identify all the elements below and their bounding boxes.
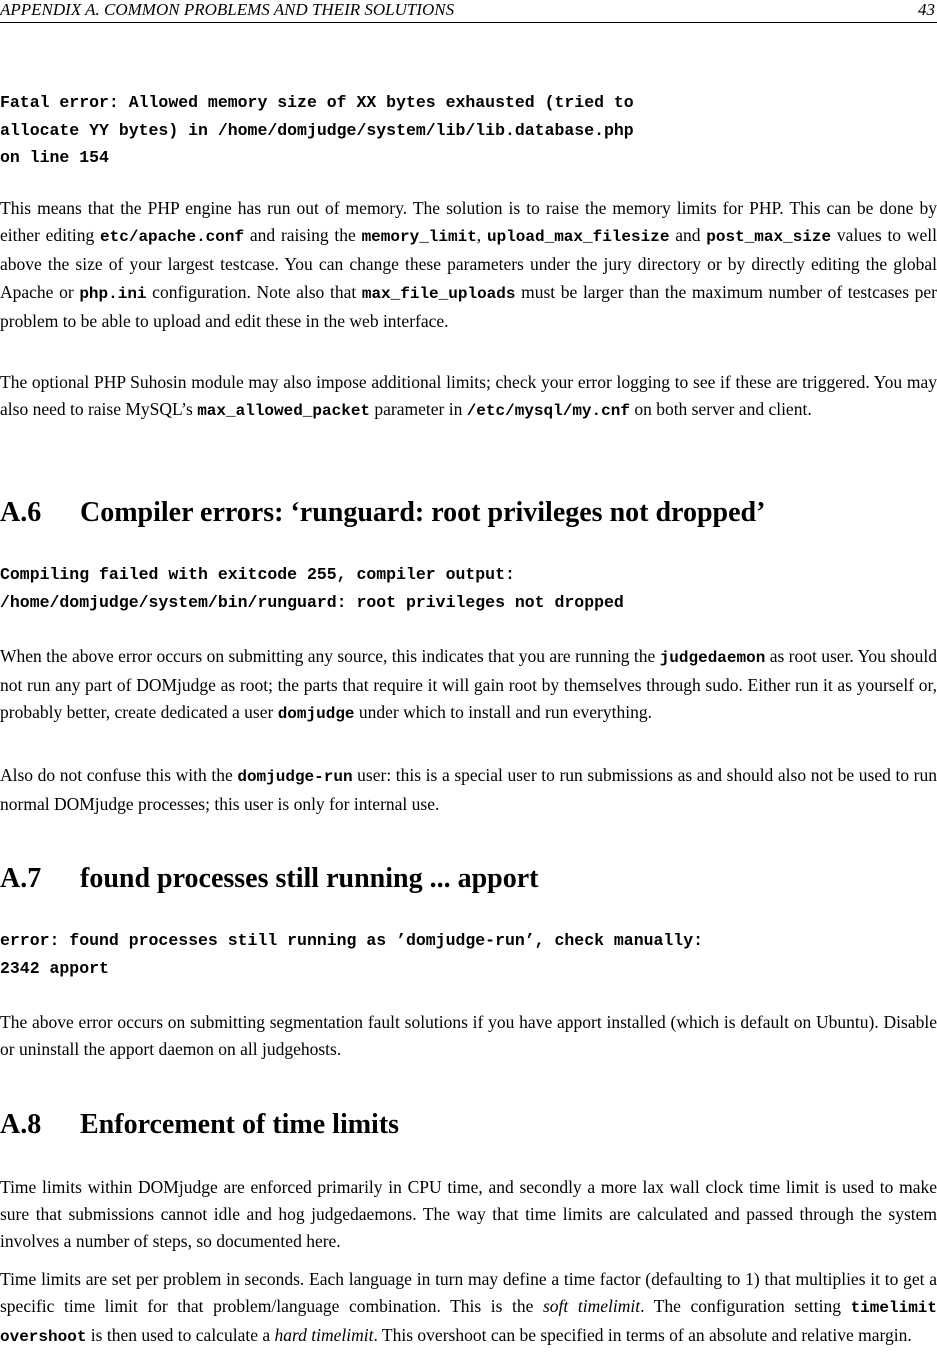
emphasis: hard timelimit bbox=[274, 1325, 374, 1346]
section-number: A.8 bbox=[0, 1109, 42, 1140]
section-title: Enforcement of time limits bbox=[80, 1109, 400, 1140]
code-line: /home/domjudge/system/bin/runguard: root privileges not dropped bbox=[0, 592, 624, 612]
code-line: Fatal error: Allowed memory size of XX bytes exhausted (tried to bbox=[0, 93, 634, 112]
paragraph-memory-solution bbox=[0, 195, 937, 335]
code-block-apport bbox=[0, 927, 703, 982]
paragraph-time-limits-intro: Time limits within DOMjudge are enforced primarily in CPU time, and secondly a more lax wall clock time limit is used to make sure that submissions cannot idle and hog judgedaemons. The way that time limits are calculated and passed through the system involves a number of steps, so documented here. bbox=[0, 1177, 937, 1252]
section-title: Compiler errors: ‘runguard: root privileges not dropped’ bbox=[80, 497, 766, 528]
inline-code: memory_limit bbox=[361, 228, 477, 247]
code-block-memory-error bbox=[0, 89, 634, 172]
section-heading-a8 bbox=[0, 1109, 399, 1141]
section-number: A.7 bbox=[0, 863, 42, 894]
text: . The configuration setting bbox=[640, 1296, 851, 1317]
inline-code: php.ini bbox=[79, 284, 147, 303]
inline-code: etc/apache.conf bbox=[100, 228, 245, 247]
text: user: this is a special user to run submissions as and should also not be used to run normal DOMjudge processes; this user is only for internal use. bbox=[0, 765, 937, 815]
page-number: 43 bbox=[918, 0, 935, 19]
inline-code: domjudge bbox=[277, 705, 355, 724]
text: under which to install and run everything. bbox=[354, 702, 652, 723]
text: values to well above the size of your largest testcase. You can change these parameters under the jury directory or by directly editing the global Apache or bbox=[0, 225, 937, 302]
paragraph-runguard-explanation bbox=[0, 643, 937, 729]
text: . This overshoot can be specified in terms of an absolute and relative margin. bbox=[373, 1325, 912, 1346]
code-line: Compiling failed with exitcode 255, compiler output: bbox=[0, 565, 515, 584]
text: parameter in bbox=[370, 399, 467, 420]
text: Time limits are set per problem in seconds. Each language in turn may define a time factor (defaulting to 1) that multiplies it to get a specific time limit for that problem/language combination. This is the bbox=[0, 1269, 937, 1317]
inline-code: domjudge-run bbox=[237, 768, 353, 786]
text: configuration. Note also that bbox=[146, 281, 362, 302]
text: The optional PHP Suhosin module may also impose additional limits; check your error logging to see if these are triggered. You may also need to raise MySQL’s bbox=[0, 372, 937, 420]
text: must be larger than the maximum number of testcases per problem to be able to upload and edit these in the web interface. bbox=[0, 281, 937, 331]
text: When the above error occurs on submitting any source, this indicates that you are running the bbox=[0, 646, 660, 666]
inline-code: timelimit overshoot bbox=[0, 1299, 937, 1347]
chapter-title: APPENDIX A. COMMON PROBLEMS AND THEIR SOLUTIONS bbox=[0, 0, 455, 19]
inline-code: judgedaemon bbox=[659, 649, 766, 667]
text: Also do not confuse this with the bbox=[0, 765, 238, 785]
inline-code: upload_max_filesize bbox=[486, 228, 670, 247]
code-line: error: found processes still running as ’domjudge-run’, check manually: bbox=[0, 931, 704, 950]
inline-code: max_allowed_packet bbox=[197, 402, 371, 421]
code-block-runguard bbox=[0, 561, 624, 616]
paragraph-time-limits-detail bbox=[0, 1266, 937, 1352]
text: and raising the bbox=[244, 225, 362, 246]
text: and bbox=[669, 225, 707, 246]
code-line: allocate YY bytes) in /home/domjudge/system/lib/lib.database.php bbox=[0, 120, 634, 140]
text: as root user. You should not run any part of DOMjudge as root; the parts that require it will gain root by themselves through sudo. Either run it as yourself or, probably better, create dedicated a user bbox=[0, 646, 937, 723]
paragraph-domjudge-run bbox=[0, 762, 937, 818]
section-heading-a7 bbox=[0, 863, 538, 895]
text: is then used to calculate a bbox=[86, 1325, 275, 1346]
section-title: found processes still running ... apport bbox=[80, 863, 539, 894]
section-number: A.6 bbox=[0, 497, 42, 528]
code-line: 2342 apport bbox=[0, 958, 109, 978]
text: This means that the PHP engine has run out of memory. The solution is to raise the memory limits for PHP. This can be done by either editing bbox=[0, 198, 937, 246]
inline-code: post_max_size bbox=[706, 228, 832, 247]
text: on both server and client. bbox=[629, 399, 812, 420]
running-header bbox=[0, 0, 937, 23]
inline-code: /etc/mysql/my.cnf bbox=[466, 402, 630, 421]
inline-code: max_file_uploads bbox=[361, 284, 516, 303]
paragraph-apport: The above error occurs on submitting segmentation fault solutions if you have apport installed (which is default on Ubuntu). Disable or uninstall the apport daemon on all judgehosts. bbox=[0, 1012, 937, 1060]
paragraph-suhosin bbox=[0, 369, 937, 425]
section-heading-a6 bbox=[0, 497, 765, 529]
emphasis: soft timelimit bbox=[543, 1296, 641, 1317]
text: , bbox=[476, 225, 487, 246]
code-line: on line 154 bbox=[0, 148, 109, 167]
